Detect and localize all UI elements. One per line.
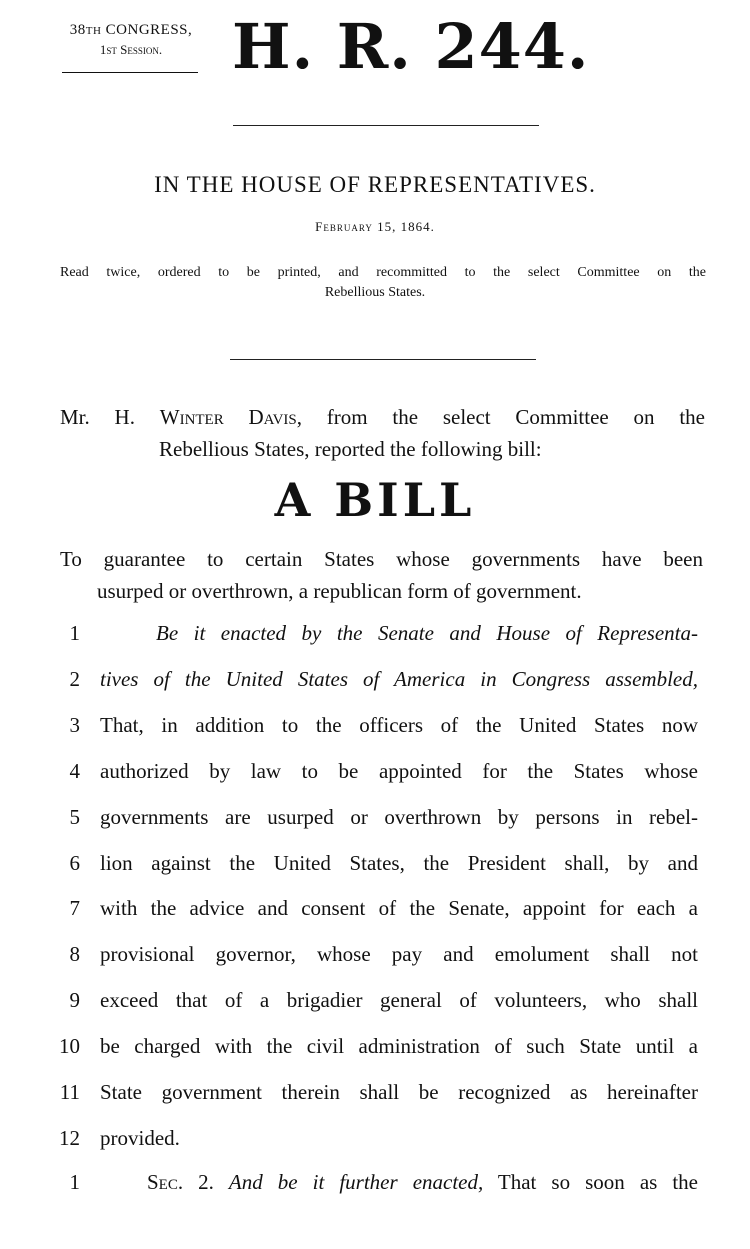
enacting-phrase: And be it further enacted, xyxy=(228,1170,484,1194)
line-number: 11 xyxy=(59,1080,80,1104)
line-text: with the advice and consent of the Senate, appoint for each a xyxy=(100,896,698,920)
line-number: 7 xyxy=(69,896,80,920)
bill-line xyxy=(40,616,700,650)
section-label: Sec. 2. xyxy=(147,1170,214,1194)
bill-line xyxy=(40,1121,700,1155)
line-number: 6 xyxy=(69,851,80,875)
sponsor-name: Winter Davis xyxy=(159,405,297,429)
line-number: 9 xyxy=(69,988,80,1012)
sponsor-prefix: Mr. H. xyxy=(60,405,160,429)
sponsor-line-1 xyxy=(60,400,705,434)
line-number: 1 xyxy=(69,1170,80,1194)
line-text xyxy=(156,616,698,650)
line-text: provisional governor, whose pay and emolument shall not xyxy=(100,942,698,966)
line-text: lion against the United States, the President shall, by and xyxy=(100,851,698,875)
session-rule xyxy=(62,72,198,73)
header-divider xyxy=(233,125,539,126)
line-number: 4 xyxy=(69,759,80,783)
bill-number: H. R. 244. xyxy=(232,10,590,83)
purpose-line-1: To guarantee to certain States whose governments have been xyxy=(60,547,703,571)
session-box xyxy=(58,20,204,73)
bill-line xyxy=(40,662,700,696)
line-text: That, in addition to the officers of the United States now xyxy=(100,713,698,737)
enacting-clause: Be it enacted by the Senate and House of Representa- xyxy=(156,621,698,645)
bill-line xyxy=(40,708,700,742)
line-number: 2 xyxy=(69,667,80,691)
referral-note-line-1: Read twice, ordered to be printed, and recommitted to the select Committee on the xyxy=(60,265,706,280)
line-number: 10 xyxy=(59,1034,80,1058)
bill-line xyxy=(40,1075,700,1109)
bill-line xyxy=(40,937,700,971)
bill-line xyxy=(40,891,700,925)
bill-title: A BILL xyxy=(274,473,476,527)
line-text: authorized by law to be appointed for the States whose xyxy=(100,759,698,783)
section-divider xyxy=(230,359,536,360)
line-number: 12 xyxy=(59,1126,80,1150)
line-number: 8 xyxy=(69,942,80,966)
section-2-text xyxy=(147,1165,698,1199)
line-number: 1 xyxy=(69,621,80,645)
enacting-clause: tives of the United States of America in Congress assembled, xyxy=(100,667,698,691)
session-label: 1st Session. xyxy=(99,42,163,57)
section-2-line xyxy=(40,1165,700,1199)
bill-line xyxy=(40,1029,700,1063)
purpose-line-2: usurped or overthrown, a republican form of government. xyxy=(97,579,582,603)
referral-note-line-2: Rebellious States. xyxy=(324,285,426,300)
line-text xyxy=(100,662,698,696)
congress-label: 38th CONGRESS, xyxy=(69,22,193,38)
section-2-body: That so soon as the xyxy=(497,1170,699,1194)
bill-line xyxy=(40,846,700,880)
bill-date: February 15, 1864. xyxy=(315,219,435,234)
line-text: exceed that of a brigadier general of volunteers, who shall xyxy=(100,988,698,1012)
line-text: provided. xyxy=(100,1126,180,1150)
line-text: State government therein shall be recognized as hereinafter xyxy=(100,1080,698,1104)
bill-line xyxy=(40,800,700,834)
sponsor-line-2: Rebellious States, reported the following bill: xyxy=(159,437,542,461)
line-number: 3 xyxy=(69,713,80,737)
line-text: governments are usurped or overthrown by persons in rebel- xyxy=(100,805,698,829)
bill-line xyxy=(40,754,700,788)
sponsor-committee: , from the select Committee on the xyxy=(296,405,705,429)
bill-line xyxy=(40,983,700,1017)
chamber-heading: IN THE HOUSE OF REPRESENTATIVES. xyxy=(154,172,596,197)
line-text: be charged with the civil administration of such State until a xyxy=(100,1034,698,1058)
line-number: 5 xyxy=(69,805,80,829)
